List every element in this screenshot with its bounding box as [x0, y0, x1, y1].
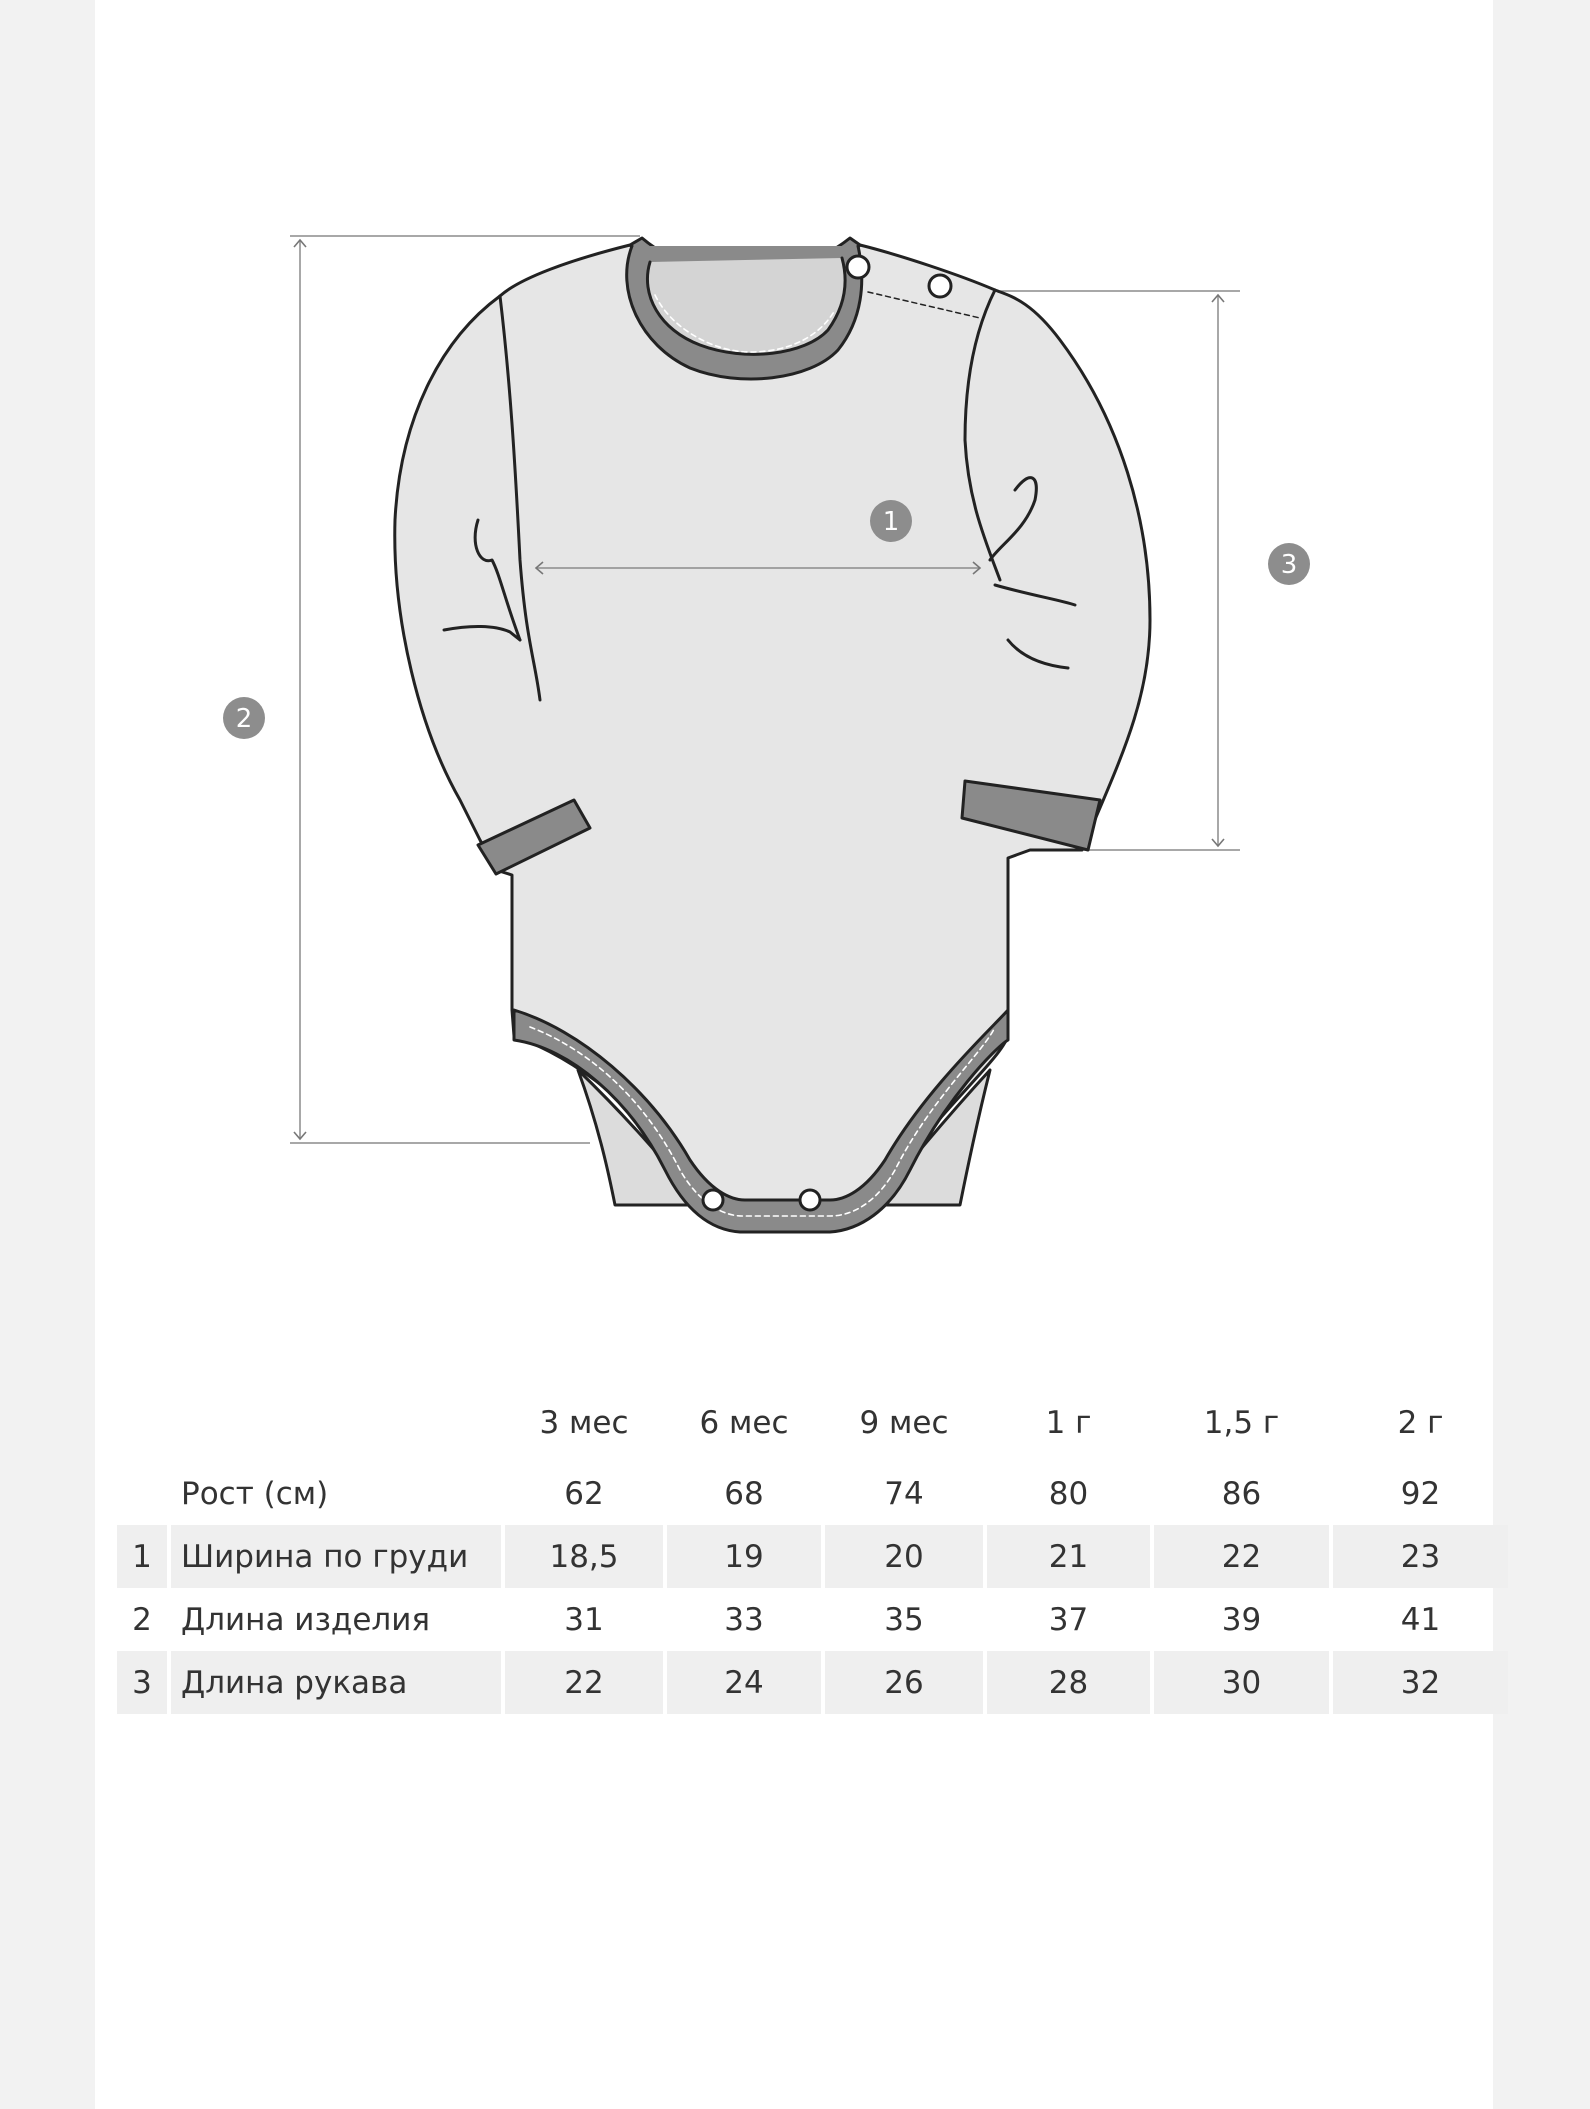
cell: 62 [564, 1475, 604, 1512]
column-header: 1 г [1045, 1405, 1092, 1441]
row-label: Ширина по груди [171, 1525, 501, 1588]
table-row [117, 1462, 1508, 1525]
cell: 20 [825, 1525, 983, 1588]
cell: 31 [564, 1601, 604, 1638]
column-header: 2 г [1397, 1405, 1444, 1441]
column-header: 9 мес [859, 1405, 949, 1441]
row-label: Длина изделия [181, 1601, 431, 1638]
badge-1 [870, 500, 912, 542]
table-row [117, 1651, 1508, 1714]
column-header: 3 мес [539, 1405, 629, 1441]
row-number: 1 [117, 1525, 167, 1588]
cell: 41 [1400, 1601, 1441, 1638]
table-row [117, 1588, 1508, 1651]
table-row [117, 1525, 1508, 1588]
column-header: 1,5 г [1203, 1405, 1280, 1441]
cell: 80 [1048, 1475, 1089, 1512]
svg-text:2: 2 [235, 704, 253, 734]
cell: 68 [724, 1475, 764, 1512]
badge-3 [1268, 543, 1310, 585]
row-number: 2 [132, 1601, 152, 1638]
cell: 22 [1154, 1525, 1329, 1588]
cell: 92 [1400, 1475, 1441, 1512]
cell: 74 [884, 1475, 924, 1512]
row-label: Длина рукава [171, 1651, 501, 1714]
size-table [113, 1384, 1512, 1714]
column-header: 6 мес [699, 1405, 789, 1441]
cell: 26 [825, 1651, 983, 1714]
cell: 19 [667, 1525, 821, 1588]
row-number: 3 [117, 1651, 167, 1714]
row-number [117, 1462, 167, 1525]
cell: 37 [1048, 1601, 1089, 1638]
badge-2 [223, 697, 265, 739]
size-header-row [117, 1384, 1508, 1462]
cell: 24 [667, 1651, 821, 1714]
svg-text:1: 1 [882, 507, 900, 537]
bodysuit-drawing [395, 238, 1150, 1232]
cell: 21 [987, 1525, 1150, 1588]
cell: 22 [505, 1651, 663, 1714]
svg-text:3: 3 [1280, 550, 1298, 580]
cell: 86 [1221, 1475, 1262, 1512]
cell: 23 [1333, 1525, 1508, 1588]
row-label: Рост (см) [181, 1475, 329, 1512]
cell: 28 [987, 1651, 1150, 1714]
cell: 33 [724, 1601, 764, 1638]
cell: 39 [1221, 1601, 1262, 1638]
cell: 18,5 [505, 1525, 663, 1588]
cell: 32 [1333, 1651, 1508, 1714]
cell: 30 [1154, 1651, 1329, 1714]
cell: 35 [884, 1601, 924, 1638]
